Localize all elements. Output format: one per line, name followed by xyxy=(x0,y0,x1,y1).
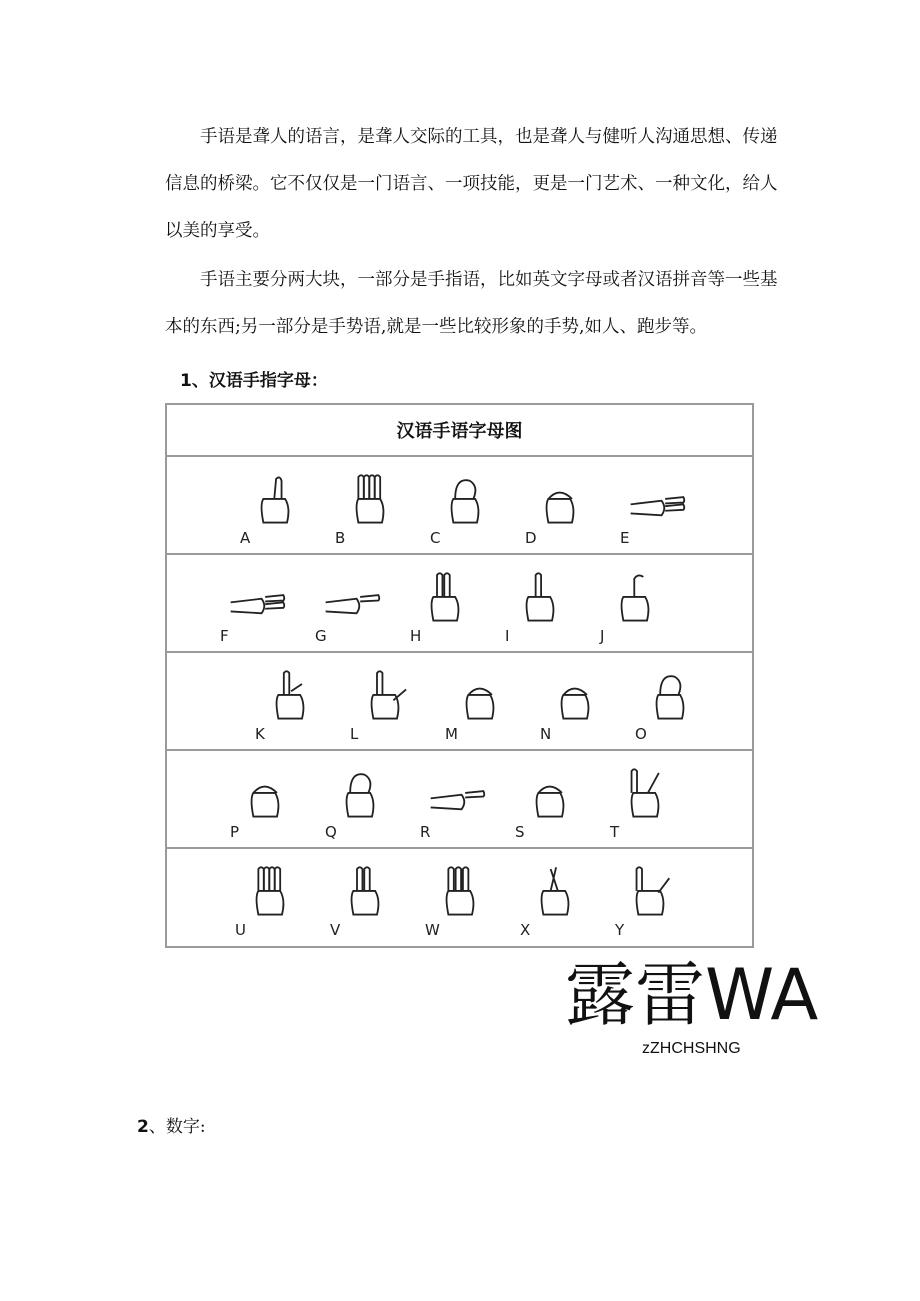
hand-sign-icon xyxy=(622,857,682,923)
hand-sign-icon xyxy=(332,759,392,825)
hand-sign-icon xyxy=(427,759,487,825)
sign-cell-j xyxy=(592,555,682,651)
hand-sign-icon xyxy=(432,857,492,923)
overview-paragraph xyxy=(165,257,785,351)
hand-sign-icon xyxy=(322,563,382,629)
hand-sign-icon xyxy=(512,563,572,629)
sign-letter: B xyxy=(335,529,346,547)
sign-letter: C xyxy=(430,529,441,547)
sign-cell-e xyxy=(612,457,702,553)
sign-letter: M xyxy=(445,725,458,743)
watermark-text: 露雷WA xyxy=(565,954,819,1036)
sign-letter: Y xyxy=(615,921,625,939)
sign-letter: L xyxy=(350,725,359,743)
section-number: 2 xyxy=(137,1117,149,1137)
hand-sign-icon xyxy=(237,759,297,825)
sign-letter: U xyxy=(235,921,246,939)
sign-cell-l xyxy=(342,653,432,749)
section-number: 1、 xyxy=(180,371,209,391)
section-2-heading xyxy=(137,1112,206,1137)
hand-sign-icon xyxy=(337,857,397,923)
hand-sign-icon xyxy=(357,661,417,727)
chart-row xyxy=(167,457,752,555)
hand-sign-icon xyxy=(547,661,607,727)
sign-letter: P xyxy=(230,823,240,841)
text-line: 手语主要分两大块，一部分是手指语，比如英文字母或者汉语拼音等一些基 xyxy=(200,270,778,290)
chart-row xyxy=(167,751,752,849)
sign-letter: G xyxy=(315,627,327,645)
sign-letter: D xyxy=(525,529,537,547)
section-title: 数字: xyxy=(165,1117,206,1137)
sign-letter: V xyxy=(330,921,341,939)
sign-cell-b xyxy=(327,457,417,553)
sign-letter: F xyxy=(220,627,229,645)
hand-sign-icon xyxy=(642,661,702,727)
sign-cell-q xyxy=(317,751,407,847)
chart-row xyxy=(167,653,752,751)
sign-cell-a xyxy=(232,457,322,553)
sign-letter: I xyxy=(505,627,510,645)
sign-letter: X xyxy=(520,921,531,939)
hand-sign-icon xyxy=(247,465,307,531)
sign-cell-s xyxy=(507,751,597,847)
hand-sign-icon xyxy=(617,759,677,825)
sign-letter: K xyxy=(255,725,265,743)
chart-row xyxy=(167,849,752,942)
sign-cell-n xyxy=(532,653,622,749)
sign-letter: A xyxy=(240,529,251,547)
hand-sign-icon xyxy=(522,759,582,825)
sign-letter: O xyxy=(635,725,647,743)
sign-cell-p xyxy=(222,751,312,847)
watermark-code: zZHCHSHNG xyxy=(642,1040,741,1057)
text-line: 本的东西;另一部分是手势语,就是一些比较形象的手势,如人、跑步等。 xyxy=(165,317,708,337)
sign-letter: H xyxy=(410,627,422,645)
sign-letter: R xyxy=(420,823,431,841)
sign-cell-u xyxy=(227,849,317,945)
sign-letter: J xyxy=(600,627,605,645)
sign-cell-r xyxy=(412,751,502,847)
sign-cell-x xyxy=(512,849,602,945)
sign-cell-y xyxy=(607,849,697,945)
hand-sign-icon xyxy=(527,857,587,923)
sign-cell-c xyxy=(422,457,512,553)
finger-alphabet-chart xyxy=(165,403,754,948)
sign-cell-w xyxy=(417,849,507,945)
section-1-heading xyxy=(180,366,328,391)
sign-letter: E xyxy=(620,529,630,547)
sign-cell-m xyxy=(437,653,527,749)
sign-letter: S xyxy=(515,823,525,841)
intro-paragraph xyxy=(165,114,785,255)
section-title: 汉语手指字母： xyxy=(208,371,328,391)
hand-sign-icon xyxy=(227,563,287,629)
hand-sign-icon xyxy=(262,661,322,727)
sign-cell-f xyxy=(212,555,302,651)
sign-cell-g xyxy=(307,555,397,651)
chart-title: 汉语手语字母图 xyxy=(167,405,752,457)
text-line: 手语是聋人的语言，是聋人交际的工具，也是聋人与健听人沟通思想、传递 xyxy=(200,127,778,147)
sign-letter: N xyxy=(540,725,552,743)
hand-sign-icon xyxy=(627,465,687,531)
hand-sign-icon xyxy=(342,465,402,531)
text-line: 以美的享受。 xyxy=(165,221,270,241)
hand-sign-icon xyxy=(242,857,302,923)
sign-cell-t xyxy=(602,751,692,847)
sign-cell-d xyxy=(517,457,607,553)
hand-sign-icon xyxy=(417,563,477,629)
hand-sign-icon xyxy=(532,465,592,531)
section-sep: 、 xyxy=(148,1117,166,1137)
sign-cell-h xyxy=(402,555,492,651)
sign-letter: Q xyxy=(325,823,337,841)
hand-sign-icon xyxy=(437,465,497,531)
hand-sign-icon xyxy=(607,563,667,629)
chart-row xyxy=(167,555,752,653)
sign-cell-v xyxy=(322,849,412,945)
hand-sign-icon xyxy=(452,661,512,727)
sign-cell-k xyxy=(247,653,337,749)
sign-cell-o xyxy=(627,653,717,749)
sign-letter: T xyxy=(610,823,620,841)
sign-letter: W xyxy=(425,921,440,939)
sign-cell-i xyxy=(497,555,587,651)
text-line: 信息的桥梁。它不仅仅是一门语言、一项技能，更是一门艺术、一种文化，给人 xyxy=(165,174,778,194)
